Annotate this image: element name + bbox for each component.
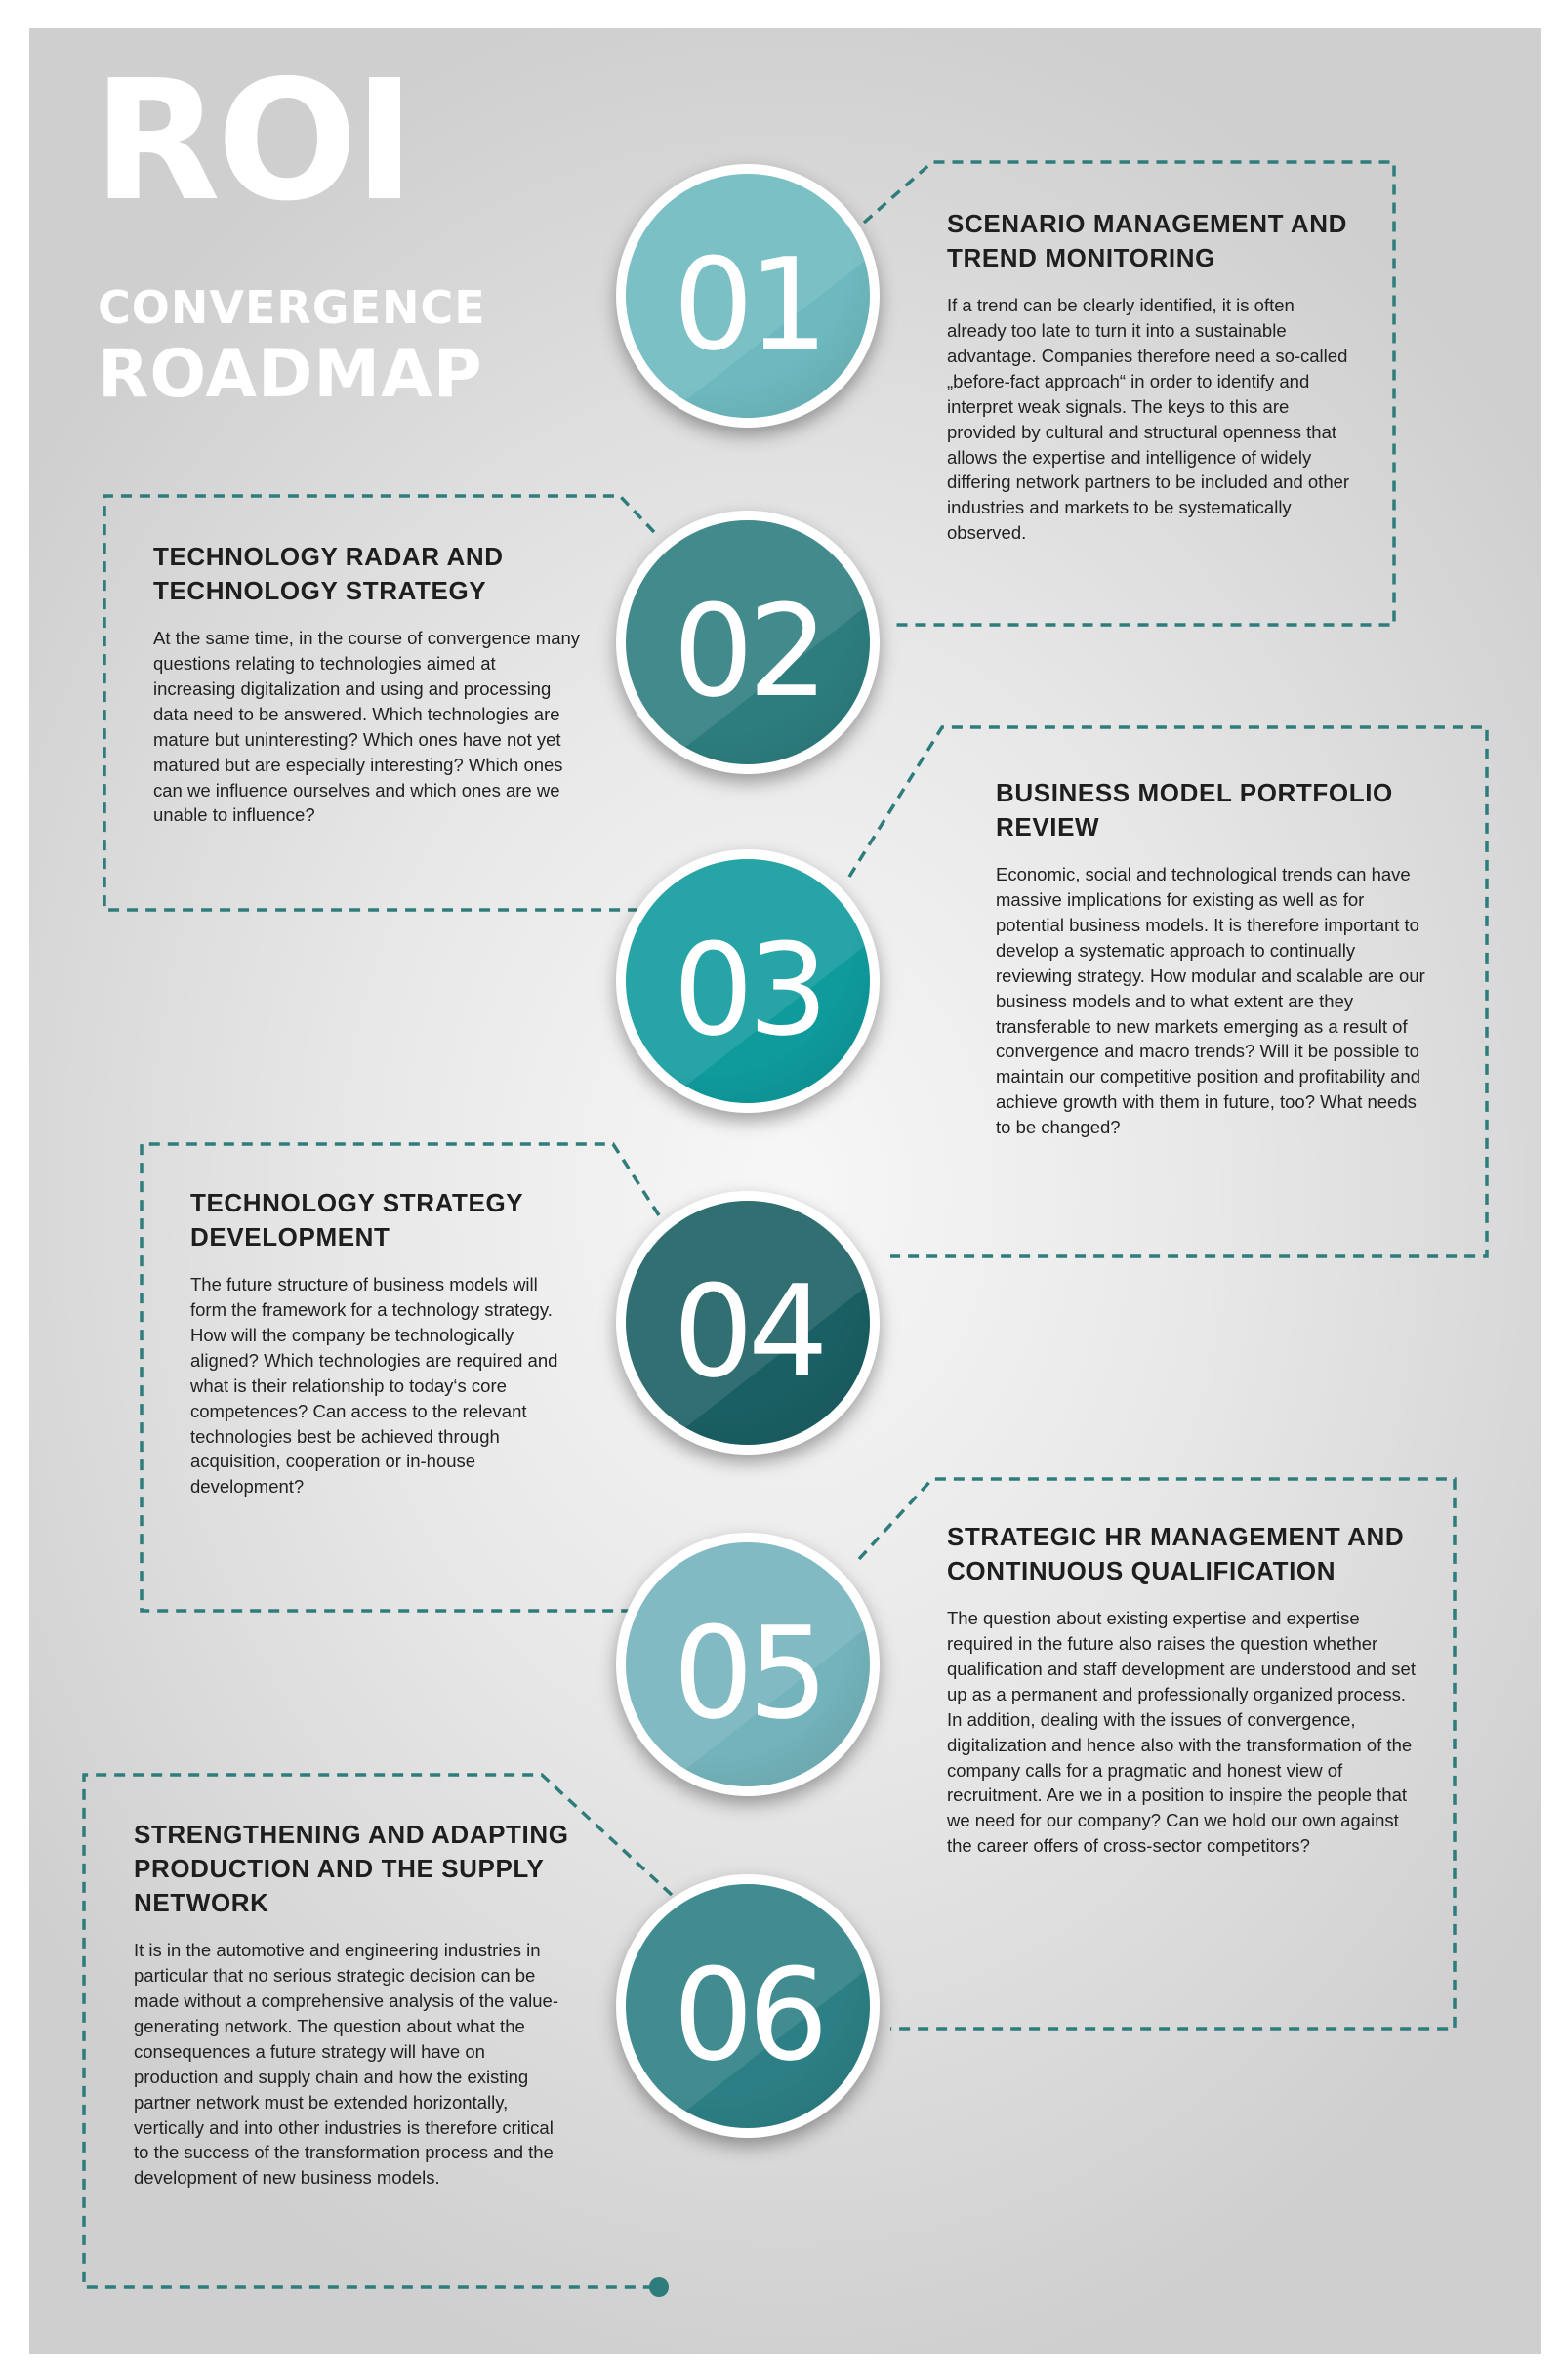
step-01-number: 01 [673,230,823,379]
step-01-badge [616,164,880,428]
step-01-text [947,207,1357,546]
step-02-body: At the same time, in the course of convergence many questions relating to technologies aimed at increasing digitalization and using and processing data need to be answered. Which technologies are mature but uninteresting? Which ones have not yet matured but are especially interesting? Which ones can we influence ourselves and which ones are we unable to influence? [153,628,581,826]
step-05-body: The question about existing expertise and expertise required in the future also raises the question whether qualification and staff development are understood and set up as a permanent and professionally organized process. In addition, dealing with the issues of convergence, digitalization and hence also with the transformation of the company calls for a pragmatic and honest view of recruitment. Are we in a position to inspire the people that we need for our company? Can we hold our own against the career offers of cross-sector competitors? [947,1608,1416,1857]
step-06-number: 06 [673,1941,823,2089]
step-02-disc [626,520,870,764]
title-convergence: CONVERGENCE [98,281,486,334]
step-06-heading: STRENGTHENING AND ADAPTING PRODUCTION AND THE SUPPLY NETWORK [134,1820,569,1918]
step-03-text [996,776,1425,1140]
step-02-badge [616,511,880,774]
step-06-body: It is in the automotive and engineering industries in particular that no serious strategic decision can be made without a comprehensive analysis of the value-generating network. The question about what the consequences a future strategy will have on production and supply chain and how the existing partner network must be extended horizontally, vertically and into other industries is therefore critical to the success of the transformation process and the development of new business models. [134,1940,558,2189]
step-04-heading: TECHNOLOGY STRATEGY DEVELOPMENT [190,1188,523,1252]
step-01-disc [626,174,870,418]
title-roadmap: ROADMAP [98,336,483,413]
step-04-disc [626,1201,870,1445]
step-05-heading: STRATEGIC HR MANAGEMENT AND CONTINUOUS QUALIFICATION [947,1522,1405,1586]
step-06-badge [616,1874,880,2138]
step-06-text [134,1818,573,2191]
step-01-body: If a trend can be clearly identified, it is often already too late to turn it into a sustainable advantage. Companies therefore need a so-called „before-fact approach“ in order to identify and interpret weak signals. The keys to this are provided by cultural and structural openness that allows the expertise and intelligence of widely differing network partners to be included and other industries and markets to be systematically observed. [947,295,1350,544]
end-dot [649,2277,669,2297]
step-05-badge [616,1533,880,1796]
step-01-heading: SCENARIO MANAGEMENT AND TREND MONITORING [947,209,1348,273]
step-02-heading: TECHNOLOGY RADAR AND TECHNOLOGY STRATEGY [153,542,504,606]
step-03-number: 03 [673,916,823,1064]
step-04-badge [616,1191,880,1455]
step-05-text [947,1520,1425,1859]
step-03-heading: BUSINESS MODEL PORTFOLIO REVIEW [996,778,1393,842]
step-03-body: Economic, social and technological trends can have massive implications for existing as well as for potential business models. It is therefore important to develop a systematic approach to continually reviewing strategy. How modular and scalable are our business models and to what extent are they transferable to new markets emerging as a result of convergence and macro trends? Will it be possible to maintain our competitive position and profitability and achieve growth with them in future, too? What needs to be changed? [996,864,1425,1138]
step-02-number: 02 [673,577,823,725]
step-04-number: 04 [673,1257,823,1406]
step-03-badge [616,849,880,1113]
step-04-text [190,1186,571,1499]
step-04-body: The future structure of business models will form the framework for a technology strategy. How will the company be technologically aligned? Which technologies are required and what is their relationship to today‘s core competences? Can access to the relevant technologies best be achieved through acquisition, cooperation or in-house development? [190,1274,558,1498]
step-03-disc [626,859,870,1103]
title-roi: ROI [93,45,412,238]
step-05-disc [626,1542,870,1786]
step-05-number: 05 [673,1599,823,1747]
step-02-text [153,540,583,828]
step-06-disc [626,1884,870,2128]
